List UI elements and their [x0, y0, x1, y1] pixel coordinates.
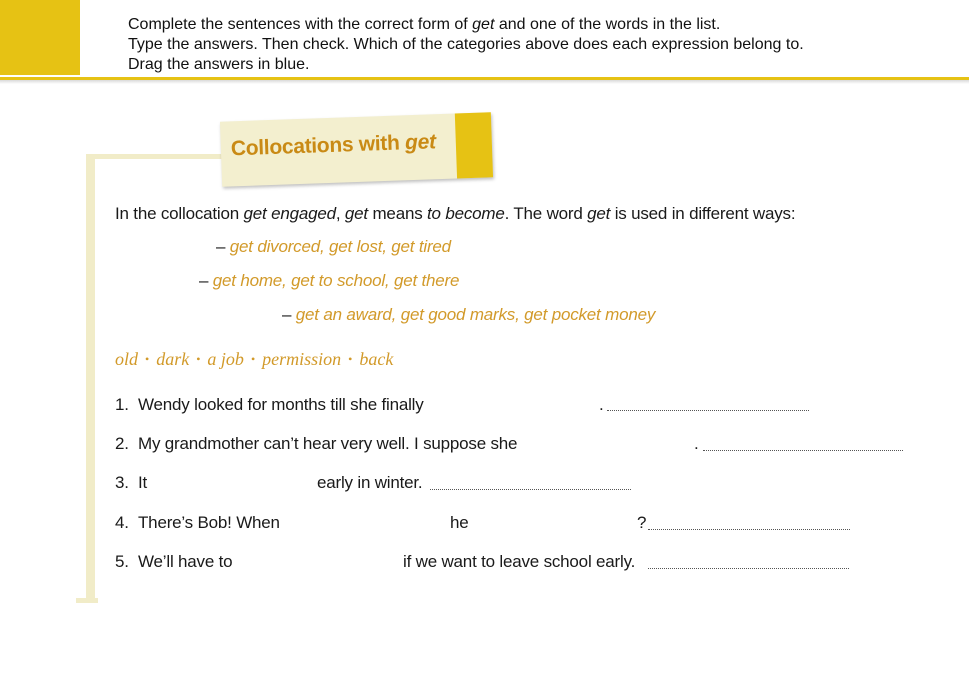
- instruction-line-2: Type the answers. Then check. Which of the categories above does each expression belong to.: [128, 36, 804, 53]
- answer-field-5[interactable]: [648, 554, 849, 569]
- sentence-number: 1.: [115, 395, 129, 414]
- category-examples: get an award, get good marks, get pocket money: [295, 305, 656, 324]
- category-2: [199, 271, 459, 291]
- sentence-number: 4.: [115, 513, 129, 532]
- sentence-text: We’ll have to: [138, 552, 233, 571]
- answer-field-4[interactable]: [648, 515, 850, 530]
- section-title-get: get: [404, 130, 437, 155]
- category-dash: –: [199, 271, 213, 290]
- word-separator: •: [250, 352, 256, 366]
- instructions: [128, 15, 958, 75]
- intro-text: is used in different ways:: [610, 204, 796, 223]
- sentence-text: It: [138, 473, 148, 492]
- instruction-text: and one of the words in the list.: [494, 16, 721, 33]
- category-1: [216, 237, 451, 257]
- category-dash: –: [282, 305, 296, 324]
- intro-example: get engaged: [243, 204, 336, 223]
- word-option-old[interactable]: old: [115, 349, 139, 369]
- frame-bottom-foot: [76, 598, 98, 603]
- sentence-1: [115, 395, 424, 415]
- instruction-get-word: get: [472, 16, 495, 33]
- word-separator: •: [145, 352, 150, 366]
- frame-left-bar: [86, 154, 95, 602]
- word-list: [115, 349, 393, 370]
- sentence-2: [115, 434, 517, 454]
- sentence-4-end: ?: [637, 513, 647, 532]
- sentence-text: There’s Bob! When: [138, 513, 280, 532]
- sentence-text: Wendy looked for months till she finally: [138, 395, 424, 414]
- sentence-3: [115, 473, 147, 493]
- word-option-a-job[interactable]: a job: [207, 349, 244, 369]
- section-title: [231, 130, 437, 161]
- word-option-back[interactable]: back: [359, 349, 394, 369]
- answer-field-2[interactable]: [703, 436, 903, 451]
- word-separator: •: [196, 352, 201, 366]
- header-shadow: [0, 80, 969, 84]
- category-3: [282, 305, 655, 325]
- word-separator: •: [348, 352, 353, 366]
- intro-text: ,: [335, 204, 345, 223]
- word-option-dark[interactable]: dark: [156, 349, 190, 369]
- category-dash: –: [216, 237, 230, 256]
- intro-text: means: [367, 204, 428, 223]
- sentence-5-end: if we want to leave school early.: [403, 552, 636, 571]
- sentence-3-end: early in winter.: [317, 473, 423, 492]
- answer-field-3[interactable]: [430, 475, 631, 490]
- category-examples: get divorced, get lost, get tired: [229, 237, 451, 256]
- sentence-1-end: .: [599, 395, 604, 414]
- instruction-line-3: Drag the answers in blue.: [128, 56, 310, 73]
- sentence-5: [115, 552, 232, 572]
- intro-text: . The word: [504, 204, 588, 223]
- intro-example: get: [587, 204, 611, 223]
- sentence-4-mid: he: [450, 513, 469, 532]
- title-card-accent: [455, 112, 493, 178]
- sentence-4: [115, 513, 280, 533]
- intro-example: get: [344, 204, 368, 223]
- answer-field-1[interactable]: [607, 396, 809, 411]
- sentence-text: My grandmother can’t hear very well. I suppose she: [138, 434, 518, 453]
- sentence-number: 2.: [115, 434, 129, 453]
- word-option-permission[interactable]: permission: [262, 349, 342, 369]
- intro-example: to become: [427, 204, 505, 223]
- header-accent-block: [0, 0, 80, 75]
- title-card: [220, 112, 493, 186]
- instruction-text: Complete the sentences with the correct form of: [128, 16, 473, 33]
- sentence-2-end: .: [694, 434, 699, 453]
- sentence-number: 5.: [115, 552, 129, 571]
- intro-text: In the collocation: [115, 204, 244, 223]
- sentence-number: 3.: [115, 473, 129, 492]
- section-title-prefix: Collocations with: [230, 131, 406, 161]
- frame-top-bar: [86, 154, 226, 159]
- instruction-line-1: [128, 15, 958, 35]
- category-examples: get home, get to school, get there: [212, 271, 460, 290]
- intro-sentence: [115, 204, 795, 224]
